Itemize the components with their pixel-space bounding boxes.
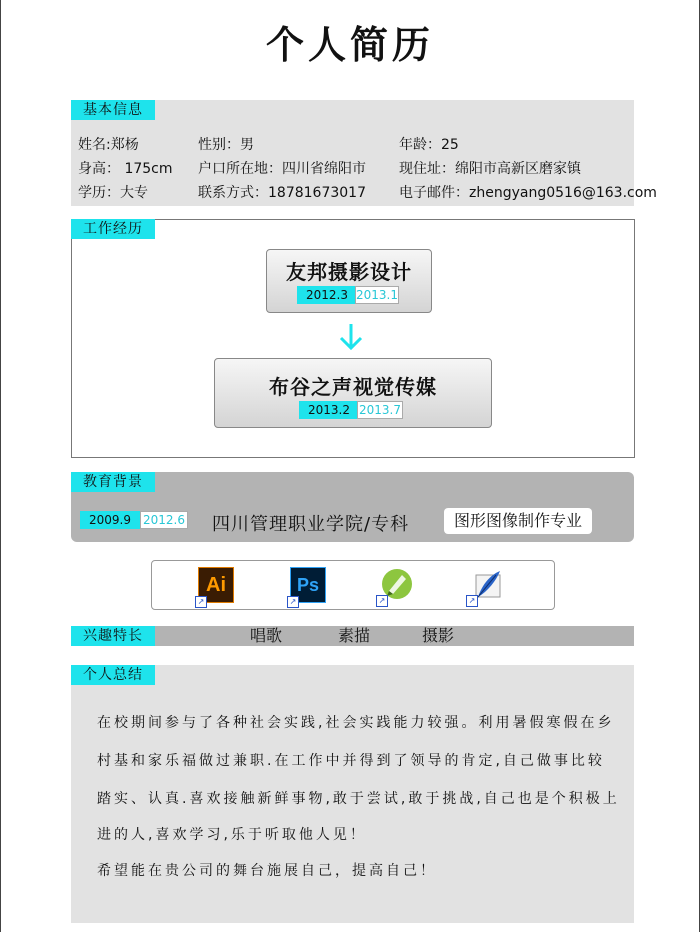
photoshop-icon: [289, 567, 326, 606]
work-end-date: 2013.1: [356, 288, 398, 302]
section-tag-work: 工作经历: [71, 219, 155, 239]
illustrator-icon: [197, 567, 234, 606]
shortcut-arrow-icon: ↗: [466, 595, 478, 607]
summary-line: 希望能在贵公司的舞台施展自己，提高自己！: [97, 863, 437, 879]
section-tag-education: 教育背景: [71, 472, 155, 492]
company-name: 友邦摄影设计: [286, 260, 412, 284]
illustrator-label: Ai: [206, 574, 226, 596]
info-education: 学历：大专: [78, 185, 148, 201]
summary-line: 在校期间参与了各种社会实践,社会实践能力较强。利用暑假寒假在乡: [97, 715, 615, 731]
work-start-date: 2013.2: [299, 401, 359, 419]
info-gender: 性别：男: [198, 137, 254, 153]
arrow-down-icon: [336, 322, 366, 352]
info-phone: 联系方式：18781673017: [198, 185, 366, 201]
work-card-1: [266, 249, 432, 313]
summary-line: 村基和家乐福做过兼职.在工作中并得到了领导的肯定,自己做事比较: [97, 753, 605, 769]
hobby-item: 摄影: [422, 626, 455, 645]
summary-line: 踏实、认真.喜欢接触新鲜事物,敢于尝试,敢于挑战,自己也是个积极上: [97, 791, 620, 807]
work-end-date: 2013.7: [359, 403, 401, 417]
shortcut-arrow-icon: ↗: [195, 596, 207, 608]
hobby-item: 唱歌: [250, 626, 283, 645]
summary-line: 进的人,喜欢学习,乐于听取他人见！: [97, 827, 367, 843]
painter-feather-icon: [468, 567, 504, 605]
info-height: 身高： 175cm: [78, 161, 173, 177]
info-address: 现住址：绵阳市高新区磨家镇: [399, 161, 581, 177]
work-start-date: 2012.3: [297, 286, 357, 304]
info-age: 年龄：25: [399, 137, 459, 153]
software-panel: [151, 560, 555, 610]
edu-start-date: 2009.9: [80, 511, 140, 529]
company-name: 布谷之声视觉传媒: [269, 375, 437, 399]
shortcut-arrow-icon: ↗: [287, 596, 299, 608]
info-name: 姓名:郑杨: [78, 137, 139, 153]
section-tag-summary: 个人总结: [71, 665, 155, 685]
major-badge: 图形图像制作专业: [444, 508, 592, 534]
work-card-2: [214, 358, 492, 428]
edu-end-date: 2012.6: [140, 511, 188, 529]
coreldraw-icon: [378, 567, 414, 605]
photoshop-label: Ps: [296, 575, 320, 595]
page-title: 个人简历: [265, 22, 434, 67]
section-tag-basic: 基本信息: [71, 100, 155, 120]
shortcut-arrow-icon: ↗: [376, 595, 388, 607]
school-name: 四川管理职业学院/专科: [212, 514, 410, 535]
info-hukou: 户口所在地：四川省绵阳市: [198, 161, 366, 177]
section-tag-hobbies: 兴趣特长: [71, 626, 155, 646]
hobby-item: 素描: [338, 626, 371, 645]
info-email: 电子邮件：zhengyang0516@163.com: [399, 185, 657, 201]
